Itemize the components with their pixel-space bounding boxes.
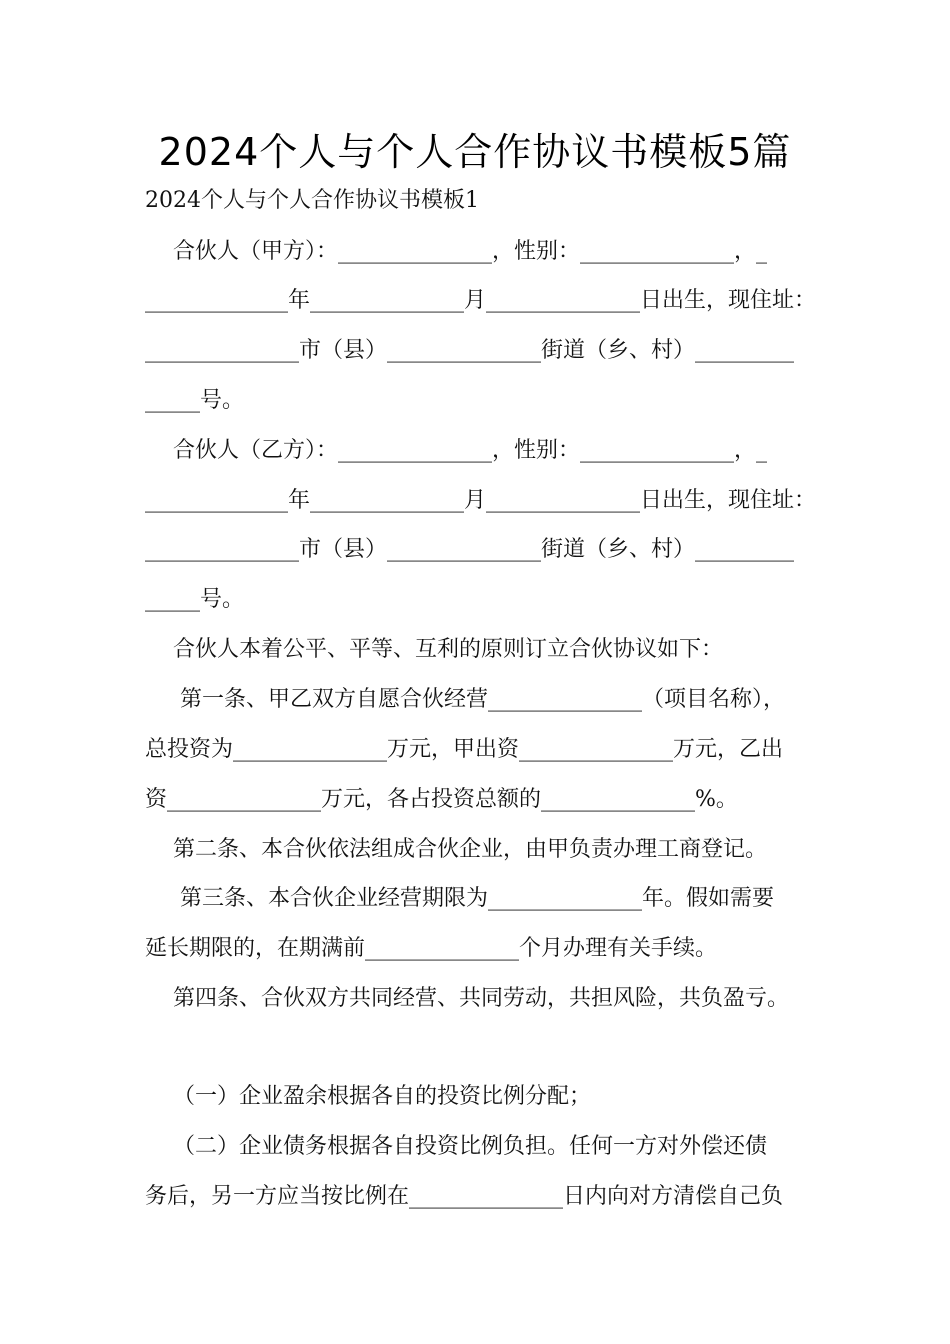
paragraph-line: 合伙人（乙方）：______________，性别：______________，_ (145, 438, 767, 463)
paragraph-line: 第二条、本合伙依法组成合伙企业，由甲负责办理工商登记。 (145, 837, 767, 862)
paragraph-line: 第四条、合伙双方共同经营、共同劳动，共担风险，共负盈亏。 (145, 986, 789, 1011)
document-title: 2024个人与个人合作协议书模板5篇 (158, 130, 792, 174)
paragraph-line: 合伙人（甲方）：______________，性别：______________，_ (145, 239, 767, 264)
paragraph-line: _____号。 (145, 587, 245, 612)
paragraph-line: ______________市（县）______________街道（乡、村）_________ (145, 537, 795, 562)
paragraph-line: _____________年______________月______________日出生，现住址： (145, 488, 817, 513)
paragraph-line: （一）企业盈余根据各自的投资比例分配； (145, 1084, 591, 1109)
paragraph-line: （二）企业债务根据各自投资比例负担。任何一方对外偿还债 (145, 1134, 767, 1159)
paragraph-line: 第三条、本合伙企业经营期限为______________年。假如需要 (145, 886, 774, 911)
paragraph-line: _____________年______________月______________日出生，现住址： (145, 288, 817, 313)
paragraph-line: ______________市（县）______________街道（乡、村）_________ (145, 338, 795, 363)
paragraph-line: _____号。 (145, 388, 245, 413)
paragraph-line: 务后，另一方应当按比例在______________日内向对方清偿自己负 (145, 1184, 784, 1209)
paragraph-line: 合伙人本着公平、平等、互利的原则订立合伙协议如下： (145, 637, 723, 662)
paragraph-line: 资______________万元，各占投资总额的______________%。 (145, 787, 738, 812)
paragraph-line: 延长期限的，在期满前______________个月办理有关手续。 (145, 936, 718, 961)
paragraph-line: 总投资为______________万元，甲出资______________万元，乙出 (145, 737, 784, 762)
subtitle: 2024个人与个人合作协议书模板1 (145, 188, 479, 213)
paragraph-line: 第一条、甲乙双方自愿合伙经营______________（项目名称）， (145, 687, 785, 712)
